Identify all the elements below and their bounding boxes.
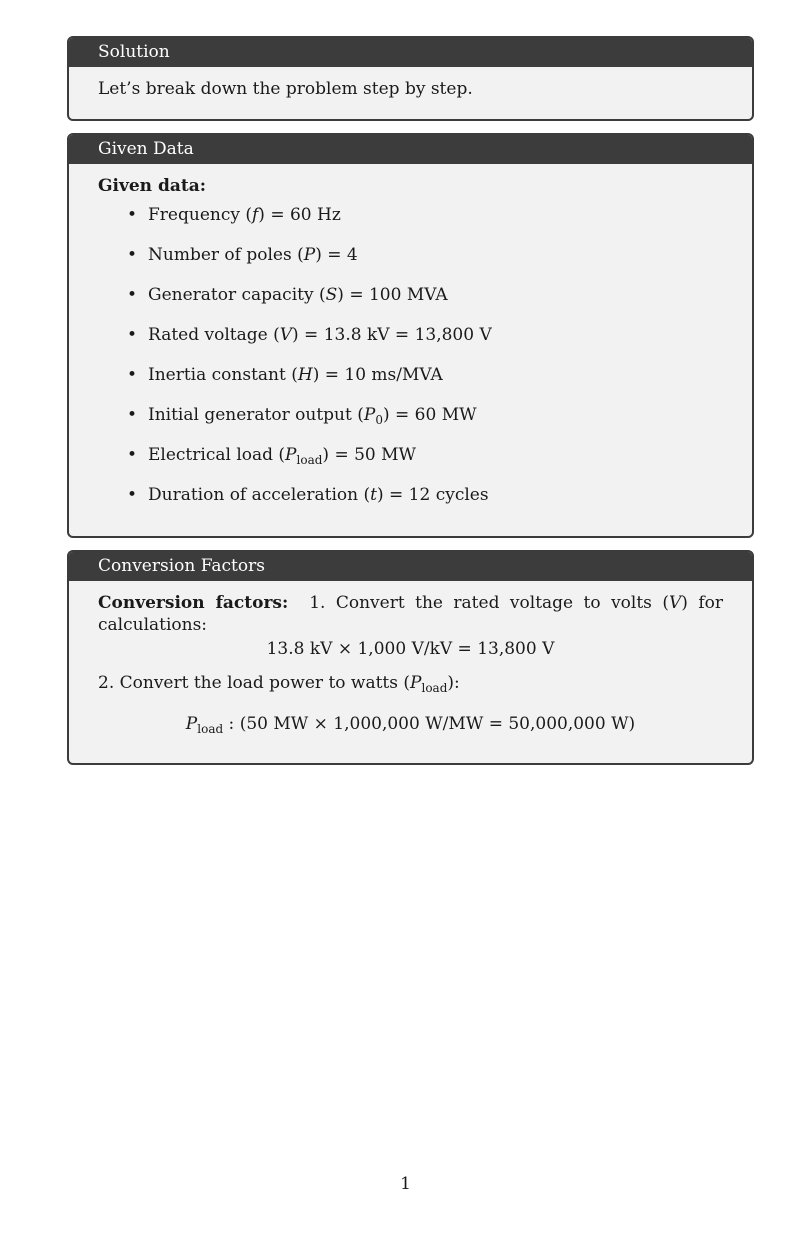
list-item: • Electrical load $(P_{load}) = 50$ MW [98,444,723,484]
voltage-conversion-equation: 13.8 kV × 1,000 V/kV = 13,800 V [266,639,555,659]
given-data-heading: Given data: [98,176,206,196]
given-data-list [98,204,723,524]
conversion-factors-box-title: Conversion Factors [69,552,752,581]
conversion-factors-box [67,550,754,765]
list-item: • Duration of acceleration (t) = 12 cycles [98,484,723,524]
list-item: • Inertia constant (H) = 10 ms/MVA [98,364,723,404]
solution-box [67,36,754,121]
list-item: • Initial generator output $(P_0) = 60$ MW [98,404,723,444]
solution-box-title: Solution [69,38,752,67]
page-number: 1 [400,1174,411,1194]
list-item: • Number of poles (P) = 4 [98,244,723,284]
solution-intro-text: Let’s break down the problem step by step. [98,79,473,99]
load-conversion-equation: $P_{load}$ : (50 MW × 1,000,000 W/MW = 50,000,000 W) [185,714,636,736]
given-data-box [67,133,754,538]
given-data-box-title: Given Data [69,135,752,164]
conversion-step-1: Conversion factors: 1. Convert the rated voltage to volts (V) for calculations: [98,593,724,635]
list-item: • Generator capacity (S) = 100 MVA [98,284,723,324]
list-item: • Rated voltage (V) = 13.8 kV = 13,800 V [98,324,723,364]
conversion-heading: Conversion factors: [98,593,289,613]
list-item: • Frequency (f) = 60 Hz [98,204,723,244]
conversion-step-2: 2. Convert the load power to watts $(P_{load})$: [98,673,460,695]
